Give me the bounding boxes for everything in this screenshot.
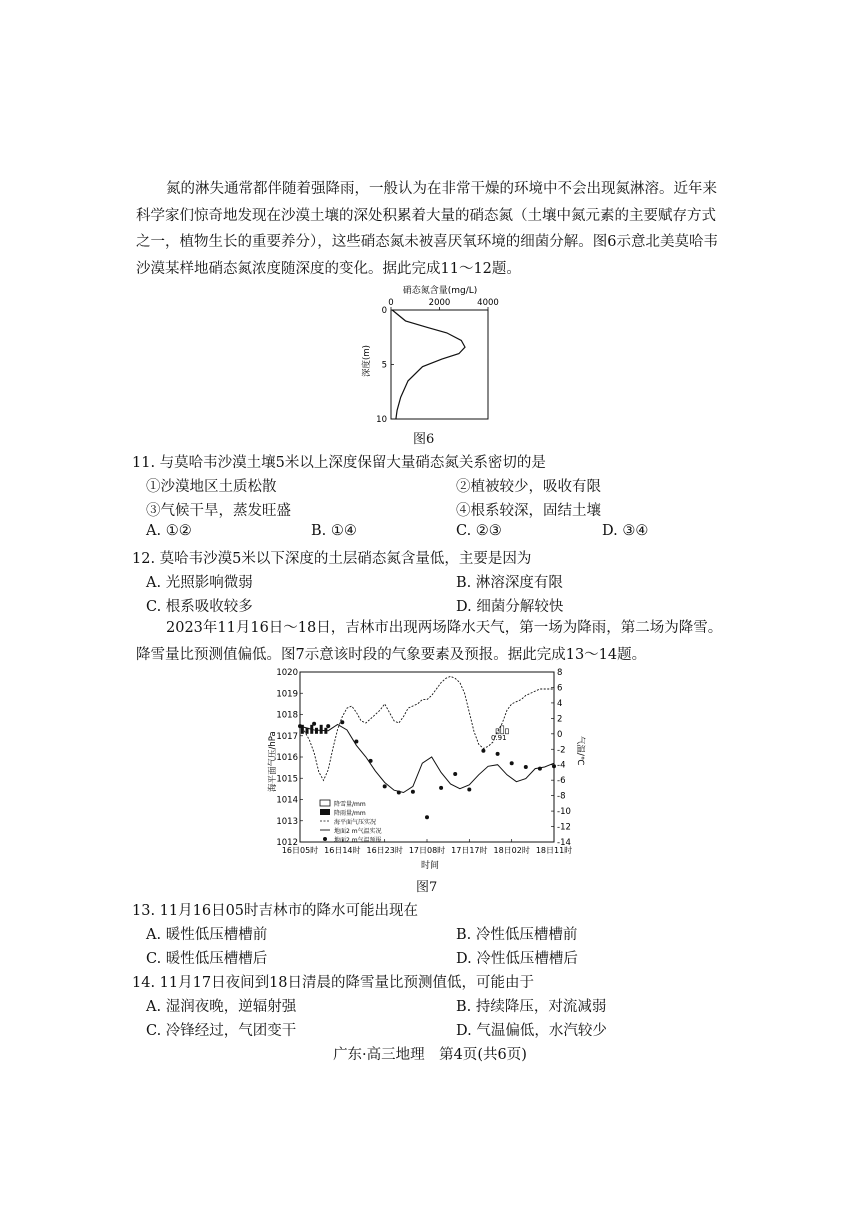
fig7-yright-label: -14 [557, 838, 571, 848]
fig7-forecast-dot [552, 764, 556, 768]
q11-option-d: D. ③④ [602, 523, 649, 539]
passage-11-12: 氮的淋失通常都伴随着强降雨，一般认为在非常干燥的环境中不会出现氮淋溶。近年来科学家们惊奇地发现在沙漠土壤的深处积累着大量的硝态氮（土壤中氮元素的主要赋存方式之一，植物生长的重要养分），这些硝态氮未被喜厌氧环境的细菌分解。图6示意北美莫哈韦沙漠某样地硝态氮浓度随深度的变化。据此完成11～12题。 [136, 181, 718, 277]
q11-item-3: ③气候干旱，蒸发旺盛 [146, 503, 291, 519]
fig7-yleft-label: 1013 [276, 816, 298, 827]
fig7-legend [320, 800, 382, 844]
fig7-forecast-dot [439, 786, 443, 790]
fig6-ytick-label: 10 [376, 415, 387, 425]
q11-option-b: B. ①④ [311, 523, 357, 539]
page-footer: 广东·高三地理 第4页(共6页) [333, 1047, 527, 1063]
fig7-ylabel-right: 气温/℃ [575, 736, 585, 766]
fig6-nitrate-curve [392, 310, 465, 419]
fig7-forecast-dot [510, 761, 514, 765]
q14-option-d: D. 气温偏低，水汽较少 [456, 1023, 607, 1039]
fig7-xtick-label: 16日05时 [281, 846, 319, 855]
fig7-yright-label: 6 [557, 683, 563, 694]
fig7-forecast-dot [496, 752, 500, 756]
fig7-forecast-dot [383, 784, 387, 788]
fig7-yright-label: -4 [557, 760, 566, 771]
q13-option-a: A. 暖性低压槽槽前 [146, 927, 268, 943]
fig7-yright-label: -12 [557, 822, 571, 833]
fig7-legend-1: 降雪量/mm [334, 801, 366, 808]
q14-option-a: A. 湿润夜晚，逆辐射强 [146, 999, 297, 1015]
figure-6-caption: 图6 [413, 432, 435, 447]
fig7-yright-label: -8 [557, 791, 566, 802]
q13-option-d: D. 冷性低压槽槽后 [456, 951, 578, 967]
q11-option-a: A. ①② [146, 523, 192, 539]
fig7-forecast-dot [369, 759, 373, 763]
fig6-xtick-label: 2000 [428, 298, 451, 308]
fig7-temperature-actual-line [300, 725, 554, 793]
fig7-yright-label: -2 [557, 745, 566, 756]
fig7-ylabel-left: 海平面气压/hPa [268, 731, 278, 792]
question-13-stem: 13. 11月16日05时吉林市的降水可能出现在 [132, 903, 419, 919]
figure-7-caption: 图7 [416, 880, 438, 895]
fig7-yright-label: -10 [557, 807, 571, 818]
q11-item-1: ①沙漠地区土质松散 [146, 479, 277, 495]
passage-13-14: 2023年11月16日～18日，吉林市出现两场降水天气，第一场为降雨，第二场为降雪。降雪量比预测值偏低。图7示意该时段的气象要素及预报。据此完成13～14题。 [136, 620, 723, 663]
fig7-xtick-label: 16日23时 [366, 846, 403, 855]
q11-option-c: C. ②③ [456, 523, 502, 539]
fig7-forecast-dot [298, 724, 302, 728]
q13-option-b: B. 冷性低压槽槽前 [456, 927, 578, 943]
fig7-forecast-dot [467, 788, 471, 792]
q12-option-d: D. 细菌分解较快 [456, 599, 564, 615]
fig7-rain-bar [315, 728, 318, 734]
fig7-yright-label: 4 [557, 698, 563, 709]
fig7-forecast-dot [411, 790, 415, 794]
fig7-pressure-line [300, 676, 554, 780]
fig7-yright-label: 0 [557, 729, 563, 740]
fig7-xtick-label: 18日02时 [493, 846, 530, 855]
fig7-forecast-dot [354, 740, 358, 744]
fig7-yleft-label: 1016 [276, 753, 298, 763]
fig7-xtick-label: 17日08时 [408, 846, 446, 855]
q12-option-b: B. 淋溶深度有限 [456, 575, 563, 591]
fig6-xlabel: 硝态氮含量(mg/L) [402, 286, 478, 296]
fig7-yleft-label: 1020 [276, 668, 298, 678]
fig7-yright-label: -6 [557, 776, 566, 787]
fig7-forecast-dot [312, 722, 316, 726]
fig6-ytick-label: 0 [381, 306, 387, 316]
fig7-forecast-dot [397, 791, 401, 795]
question-14-stem: 14. 11月17日夜间到18日清晨的降雪量比预测值低，可能由于 [132, 975, 535, 991]
fig7-forecast-dot [425, 815, 429, 819]
fig6-frame [391, 310, 488, 419]
q14-option-b: B. 持续降压，对流减弱 [456, 999, 607, 1015]
q11-item-4: ④根系较深，固结土壤 [456, 503, 601, 519]
figure-7-chart [258, 664, 598, 874]
fig7-forecast-dot [453, 772, 457, 776]
fig7-annotation: 0.91 [491, 734, 507, 742]
question-11-stem: 11. 与莫哈韦沙漠土壤5米以上深度保留大量硝态氮关系密切的是 [132, 455, 546, 471]
fig7-forecast-dot [340, 720, 344, 724]
fig7-yleft-label: 1018 [276, 710, 298, 721]
fig7-legend-3: 海平面气压实况 [334, 819, 377, 826]
fig7-xtick-label: 16日14时 [324, 846, 361, 855]
fig7-forecast-dot [538, 767, 542, 771]
fig7-yright-label: 2 [557, 714, 563, 725]
fig7-yleft-label: 1017 [276, 731, 298, 742]
q12-option-c: C. 根系吸收较多 [146, 599, 253, 615]
fig7-yleft-label: 1012 [276, 838, 298, 848]
fig7-forecast-dot [524, 765, 528, 769]
fig6-ylabel: 深度(m) [362, 345, 372, 377]
q11-item-2: ②植被较少，吸收有限 [456, 479, 601, 495]
fig7-snow-bar [501, 726, 504, 734]
fig7-legend-2: 降雨量/mm [334, 810, 366, 817]
q12-option-a: A. 光照影响微弱 [146, 575, 253, 591]
q14-option-c: C. 冷锋经过，气团变干 [146, 1023, 297, 1039]
fig7-legend-4: 地面2 m气温实况 [334, 828, 382, 835]
fig6-xtick-label: 0 [388, 298, 394, 308]
q13-option-c: C. 暖性低压槽槽后 [146, 951, 268, 967]
fig7-xtick-label: 18日11时 [535, 846, 573, 855]
fig7-rain-bar [320, 725, 323, 734]
fig7-yleft-label: 1019 [276, 689, 298, 700]
fig6-xtick-label: 4000 [477, 298, 499, 308]
fig7-forecast-dot [326, 724, 330, 728]
fig7-yleft-label: 1014 [276, 795, 298, 806]
question-12-stem: 12. 莫哈韦沙漠5米以下深度的土层硝态氮含量低，主要是因为 [132, 551, 532, 567]
fig7-forecast-dot [481, 749, 485, 753]
fig7-xtick-label: 17日17时 [451, 846, 488, 855]
fig7-yleft-label: 1015 [276, 774, 298, 785]
figure-6-chart [350, 283, 500, 425]
fig6-ytick-label: 5 [381, 360, 387, 371]
fig7-yright-label: 8 [557, 668, 563, 678]
fig7-legend-5: 地面2 m气温预报 [334, 837, 382, 844]
fig7-xlabel: 时间 [420, 861, 440, 871]
